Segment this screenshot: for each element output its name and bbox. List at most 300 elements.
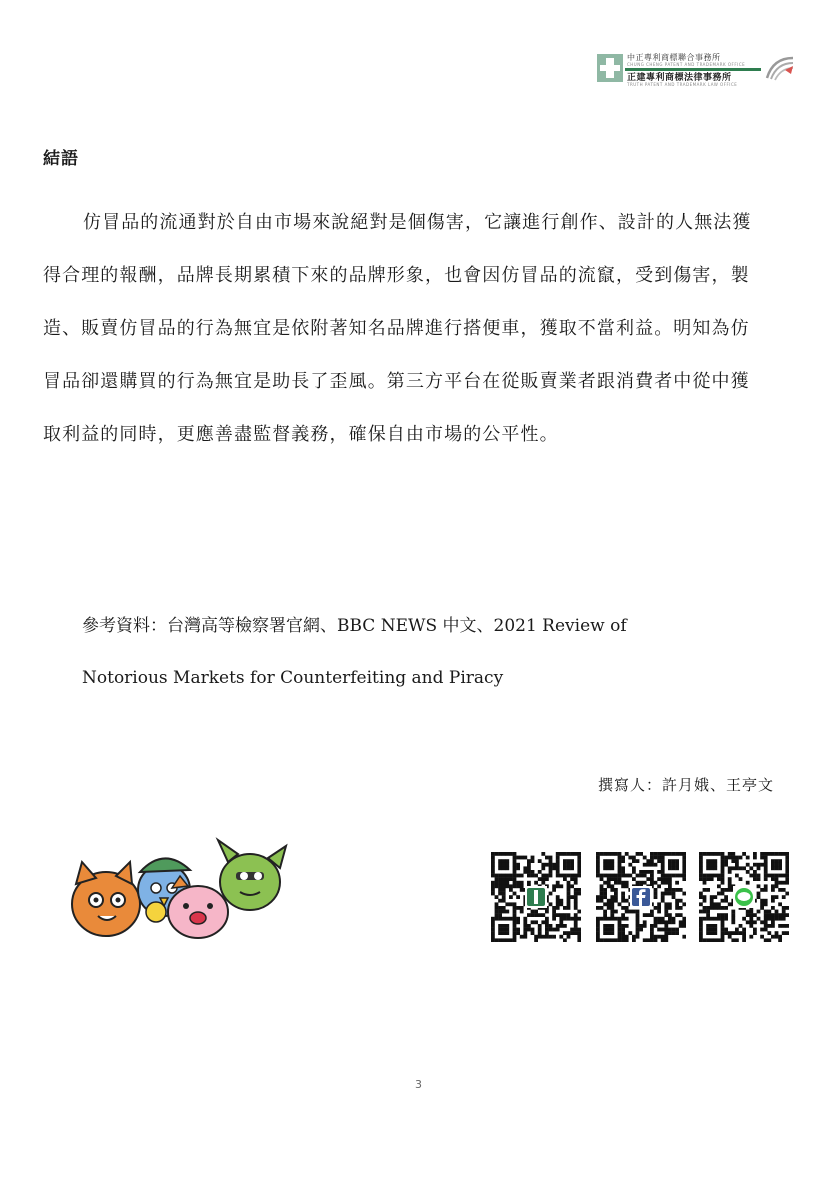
- qr-module: [679, 913, 683, 917]
- qr-module: [749, 917, 753, 921]
- qr-module: [549, 928, 553, 932]
- qr-module: [498, 924, 502, 928]
- firm-name-1-en: CHUNG CHENG PATENT AND TRADEMARK OFFICE: [627, 62, 746, 67]
- qr-module: [513, 892, 517, 896]
- qr-module: [771, 899, 775, 903]
- qr-module: [710, 902, 714, 906]
- qr-module: [495, 917, 499, 921]
- qr-module: [643, 924, 647, 928]
- qr-module: [721, 881, 725, 885]
- qr-module: [782, 910, 786, 914]
- qr-module: [699, 931, 703, 935]
- qr-module: [739, 924, 743, 928]
- qr-module: [577, 863, 581, 867]
- qr-module: [760, 888, 764, 892]
- qr-module: [753, 913, 757, 917]
- qr-module: [746, 863, 750, 867]
- qr-module: [523, 935, 527, 939]
- qr-module: [534, 935, 538, 939]
- qr-module: [753, 931, 757, 935]
- qr-module: [706, 906, 710, 910]
- qr-module: [491, 866, 495, 870]
- qr-module: [636, 920, 640, 924]
- qr-module: [731, 866, 735, 870]
- qr-module: [607, 852, 611, 856]
- qr-module: [538, 931, 542, 935]
- qr-module: [495, 884, 499, 888]
- qr-module: [559, 884, 563, 888]
- qr-module: [703, 906, 707, 910]
- qr-module: [596, 931, 600, 935]
- qr-module: [596, 895, 600, 899]
- qr-module: [577, 852, 581, 856]
- qr-module: [739, 931, 743, 935]
- qr-module: [699, 920, 703, 924]
- qr-module: [600, 874, 604, 878]
- qr-module: [717, 906, 721, 910]
- qr-module: [650, 877, 654, 881]
- qr-module: [552, 910, 556, 914]
- qr-module: [657, 935, 661, 939]
- qr-module: [643, 920, 647, 924]
- qr-module: [710, 863, 714, 867]
- qr-module: [757, 892, 761, 896]
- qr-module: [556, 859, 560, 863]
- qr-module: [724, 859, 728, 863]
- qr-module: [505, 917, 509, 921]
- qr-module: [556, 874, 560, 878]
- qr-module: [778, 917, 782, 921]
- qr-module: [516, 917, 520, 921]
- qr-module: [625, 881, 629, 885]
- qr-module: [753, 856, 757, 860]
- qr-module: [618, 881, 622, 885]
- qr-module: [614, 899, 618, 903]
- qr-module: [703, 938, 707, 942]
- qr-module: [721, 920, 725, 924]
- qr-module: [628, 863, 632, 867]
- paragraph-line: 得合理的報酬，品牌長期累積下來的品牌形象，也會因仿冒品的流竄，受到傷害，製: [43, 265, 750, 286]
- qr-module: [746, 856, 750, 860]
- qr-module: [636, 917, 640, 921]
- qr-module: [610, 895, 614, 899]
- qr-module: [728, 931, 732, 935]
- qr-module: [567, 852, 571, 856]
- qr-module: [549, 935, 553, 939]
- qr-module: [498, 877, 502, 881]
- qr-module: [757, 910, 761, 914]
- qr-module: [749, 910, 753, 914]
- qr-module: [491, 928, 495, 932]
- qr-module: [603, 917, 607, 921]
- qr-module: [610, 899, 614, 903]
- qr-module: [621, 913, 625, 917]
- qr-module: [491, 874, 495, 878]
- qr-module: [710, 877, 714, 881]
- qr-module: [513, 920, 517, 924]
- qr-module: [556, 906, 560, 910]
- qr-module: [657, 902, 661, 906]
- qr-module: [491, 888, 495, 892]
- qr-module: [699, 892, 703, 896]
- qr-module: [668, 913, 672, 917]
- qr-module: [577, 910, 581, 914]
- qr-module: [628, 874, 632, 878]
- qr-module: [731, 859, 735, 863]
- qr-module: [785, 877, 789, 881]
- qr-module: [531, 856, 535, 860]
- qr-module: [574, 852, 578, 856]
- qr-code-facebook[interactable]: [596, 852, 686, 942]
- qr-module: [657, 856, 661, 860]
- qr-module: [746, 913, 750, 917]
- qr-module: [682, 874, 686, 878]
- qr-module: [753, 920, 757, 924]
- qr-module: [661, 920, 665, 924]
- qr-module: [574, 881, 578, 885]
- qr-module: [607, 917, 611, 921]
- qr-module: [505, 874, 509, 878]
- qr-module: [778, 866, 782, 870]
- qr-module: [650, 928, 654, 932]
- qr-module: [498, 852, 502, 856]
- qr-module: [559, 902, 563, 906]
- qr-module: [782, 917, 786, 921]
- qr-module: [596, 928, 600, 932]
- qr-module: [527, 874, 531, 878]
- qr-module: [654, 881, 658, 885]
- qr-module: [775, 877, 779, 881]
- qr-module: [505, 852, 509, 856]
- qr-module: [760, 902, 764, 906]
- qr-module: [567, 906, 571, 910]
- qr-module: [706, 924, 710, 928]
- qr-module: [778, 863, 782, 867]
- qr-module: [534, 874, 538, 878]
- qr-module: [502, 899, 506, 903]
- qr-module: [664, 931, 668, 935]
- qr-module: [664, 877, 668, 881]
- qr-module: [682, 924, 686, 928]
- qr-module: [735, 863, 739, 867]
- qr-module: [596, 906, 600, 910]
- paragraph-line: 冒品卻還購買的行為無宜是助長了歪風。第三方平台在從販賣業者跟消費者中從中獲: [43, 371, 750, 392]
- qr-module: [574, 892, 578, 896]
- qr-module: [531, 913, 535, 917]
- qr-module: [520, 856, 524, 860]
- qr-module: [610, 888, 614, 892]
- qr-module: [495, 895, 499, 899]
- qr-module: [771, 935, 775, 939]
- qr-module: [699, 935, 703, 939]
- qr-module: [545, 874, 549, 878]
- qr-module: [731, 931, 735, 935]
- qr-module: [721, 856, 725, 860]
- qr-module: [556, 895, 560, 899]
- qr-module: [502, 931, 506, 935]
- qr-module: [713, 938, 717, 942]
- qr-module: [639, 924, 643, 928]
- qr-module: [563, 866, 567, 870]
- qr-module: [721, 870, 725, 874]
- qr-module: [703, 917, 707, 921]
- qr-module: [672, 931, 676, 935]
- qr-module: [621, 906, 625, 910]
- qr-module: [610, 913, 614, 917]
- qr-module: [713, 924, 717, 928]
- qr-module: [650, 863, 654, 867]
- qr-module: [764, 866, 768, 870]
- qr-module: [710, 931, 714, 935]
- qr-module: [771, 863, 775, 867]
- qr-module: [782, 852, 786, 856]
- qr-module: [614, 910, 618, 914]
- qr-module: [520, 906, 524, 910]
- qr-module: [731, 917, 735, 921]
- qr-module: [567, 895, 571, 899]
- qr-module: [636, 928, 640, 932]
- qr-module: [502, 924, 506, 928]
- qr-module: [596, 863, 600, 867]
- qr-module: [775, 913, 779, 917]
- qr-module: [710, 938, 714, 942]
- qr-module: [724, 931, 728, 935]
- qr-module: [706, 866, 710, 870]
- qr-module: [495, 906, 499, 910]
- qr-module: [682, 917, 686, 921]
- qr-module: [570, 884, 574, 888]
- qr-module: [621, 924, 625, 928]
- qr-module: [545, 863, 549, 867]
- qr-module: [713, 906, 717, 910]
- qr-module: [621, 917, 625, 921]
- qr-module: [675, 931, 679, 935]
- qr-module: [775, 935, 779, 939]
- qr-module: [771, 917, 775, 921]
- qr-module: [664, 938, 668, 942]
- qr-module: [563, 938, 567, 942]
- qr-module: [498, 928, 502, 932]
- qr-module: [775, 931, 779, 935]
- qr-module: [607, 874, 611, 878]
- qr-module: [717, 852, 721, 856]
- qr-module: [703, 881, 707, 885]
- qr-module: [502, 863, 506, 867]
- qr-module: [778, 874, 782, 878]
- qr-module: [668, 920, 672, 924]
- qr-module: [574, 920, 578, 924]
- qr-module: [650, 856, 654, 860]
- qr-module: [498, 906, 502, 910]
- qr-module: [775, 852, 779, 856]
- qr-module: [675, 888, 679, 892]
- qr-module: [509, 874, 513, 878]
- qr-module: [498, 884, 502, 888]
- qr-module: [632, 935, 636, 939]
- qr-module: [764, 870, 768, 874]
- qr-module: [650, 935, 654, 939]
- qr-module: [549, 870, 553, 874]
- qr-module: [699, 866, 703, 870]
- qr-module: [664, 852, 668, 856]
- qr-module: [661, 859, 665, 863]
- qr-module: [498, 874, 502, 878]
- qr-module: [731, 910, 735, 914]
- qr-module: [760, 856, 764, 860]
- qr-module: [607, 906, 611, 910]
- qr-module: [664, 888, 668, 892]
- qr-module: [785, 852, 789, 856]
- qr-module: [509, 895, 513, 899]
- qr-code-line[interactable]: [699, 852, 789, 942]
- qr-module: [570, 895, 574, 899]
- qr-module: [650, 852, 654, 856]
- qr-module: [527, 913, 531, 917]
- swoosh-icon: [763, 54, 795, 82]
- qr-module: [618, 920, 622, 924]
- firm-name-2-en: TRUTH PATENT AND TRADEMARK LAW OFFICE: [627, 82, 738, 87]
- qr-module: [646, 863, 650, 867]
- qr-module: [675, 928, 679, 932]
- qr-module: [749, 920, 753, 924]
- qr-module: [607, 938, 611, 942]
- qr-module: [721, 906, 725, 910]
- qr-module: [753, 928, 757, 932]
- qr-module: [538, 928, 542, 932]
- qr-module: [549, 856, 553, 860]
- qr-module: [618, 917, 622, 921]
- qr-module: [559, 852, 563, 856]
- paragraph-line: 造、販賣仿冒品的行為無宜是依附著知名品牌進行搭便車，獲取不當利益。明知為仿: [43, 318, 750, 339]
- qr-module: [717, 913, 721, 917]
- qr-module: [505, 866, 509, 870]
- qr-module: [577, 928, 581, 932]
- qr-module: [567, 913, 571, 917]
- qr-module: [657, 884, 661, 888]
- qr-module: [710, 899, 714, 903]
- qr-module: [764, 888, 768, 892]
- qr-module: [552, 928, 556, 932]
- qr-module: [513, 931, 517, 935]
- qr-module: [513, 863, 517, 867]
- qr-module: [538, 870, 542, 874]
- qr-module: [771, 852, 775, 856]
- reference-line: 參考資料：台灣高等檢察署官網、BBC NEWS 中文、2021 Review of: [82, 616, 627, 636]
- qr-module: [607, 859, 611, 863]
- qr-module: [495, 852, 499, 856]
- qr-module: [632, 856, 636, 860]
- qr-module: [509, 888, 513, 892]
- qr-module: [556, 928, 560, 932]
- qr-module: [531, 859, 535, 863]
- qr-module: [661, 856, 665, 860]
- qr-module: [721, 892, 725, 896]
- qr-module: [513, 935, 517, 939]
- qr-module: [717, 892, 721, 896]
- qr-module: [556, 924, 560, 928]
- paragraph-line: 取利益的同時，更應善盡監督義務，確保自由市場的公平性。: [43, 424, 559, 445]
- qr-module: [643, 913, 647, 917]
- qr-module: [614, 938, 618, 942]
- qr-module: [505, 938, 509, 942]
- qr-module: [735, 874, 739, 878]
- qr-module: [523, 920, 527, 924]
- qr-module: [672, 863, 676, 867]
- qr-module: [746, 870, 750, 874]
- qr-module: [699, 917, 703, 921]
- qr-module: [632, 910, 636, 914]
- qr-module: [668, 859, 672, 863]
- qr-module: [491, 859, 495, 863]
- qr-module: [559, 913, 563, 917]
- qr-module: [502, 884, 506, 888]
- qr-module: [513, 856, 517, 860]
- qr-module: [639, 874, 643, 878]
- qr-module: [516, 931, 520, 935]
- qr-module: [668, 866, 672, 870]
- qr-module: [724, 863, 728, 867]
- qr-module: [703, 874, 707, 878]
- qr-module: [713, 874, 717, 878]
- qr-module: [509, 884, 513, 888]
- qr-module: [549, 863, 553, 867]
- qr-module: [682, 920, 686, 924]
- qr-module: [600, 852, 604, 856]
- qr-module: [742, 852, 746, 856]
- qr-code-website[interactable]: [491, 852, 581, 942]
- qr-module: [505, 863, 509, 867]
- firm-name-1: 中正專利商標聯合事務所: [627, 53, 721, 62]
- qr-module: [668, 877, 672, 881]
- qr-module: [610, 852, 614, 856]
- qr-module: [516, 928, 520, 932]
- qr-module: [610, 910, 614, 914]
- qr-module: [567, 888, 571, 892]
- qr-module: [646, 859, 650, 863]
- qr-module: [728, 877, 732, 881]
- qr-module: [767, 874, 771, 878]
- qr-module: [664, 902, 668, 906]
- qr-module: [570, 859, 574, 863]
- qr-module: [491, 931, 495, 935]
- qr-module: [520, 888, 524, 892]
- qr-module: [654, 863, 658, 867]
- qr-module: [661, 863, 665, 867]
- qr-module: [618, 938, 622, 942]
- qr-module: [699, 902, 703, 906]
- qr-module: [502, 881, 506, 885]
- qr-module: [661, 895, 665, 899]
- qr-module: [764, 899, 768, 903]
- qr-module: [625, 935, 629, 939]
- qr-module: [782, 931, 786, 935]
- qr-module: [782, 874, 786, 878]
- qr-module: [746, 920, 750, 924]
- qr-module: [636, 852, 640, 856]
- qr-module: [556, 863, 560, 867]
- qr-module: [596, 899, 600, 903]
- qr-module: [552, 888, 556, 892]
- qr-module: [574, 888, 578, 892]
- qr-module: [625, 938, 629, 942]
- qr-module: [650, 910, 654, 914]
- qr-module: [778, 852, 782, 856]
- qr-module: [668, 906, 672, 910]
- qr-module: [618, 902, 622, 906]
- qr-module: [498, 859, 502, 863]
- qr-module: [672, 859, 676, 863]
- qr-module: [650, 874, 654, 878]
